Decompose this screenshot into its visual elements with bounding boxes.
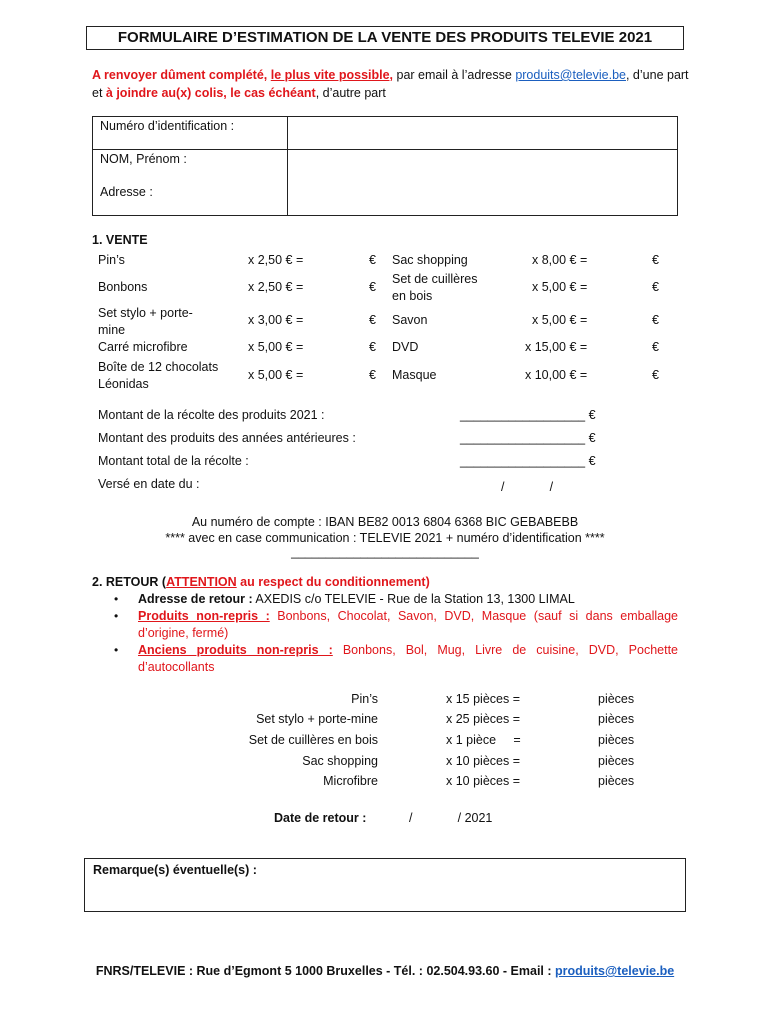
intro-paragraph [92,66,692,102]
retour-heading [92,575,430,589]
vente-item-price: x 15,00 € = [525,340,588,354]
remark-box[interactable] [84,858,686,912]
vente-item-price: x 5,00 € = [248,340,304,354]
bullet-text: Bonbons, Bol, Mug, Livre de cuisine, DVD, Pochette d’autocollants [138,643,678,674]
remark-label: Remarque(s) éventuelle(s) : [93,863,257,877]
vente-item-name: Boîte de 12 chocolats Léonidas [98,360,219,391]
total-field[interactable]: __________________ € [460,431,596,445]
vente-heading: 1. VENTE [92,233,148,247]
vente-item-unit: € [652,253,659,267]
vente-item-name: Bonbons [98,280,148,294]
date-retour-label: Date de retour : [274,811,367,825]
vente-item-unit: € [652,280,659,294]
vente-item-price: x 3,00 € = [248,313,304,327]
bullet-icon: • [114,643,119,657]
name-address-field[interactable] [289,151,677,215]
vente-item-unit: € [652,313,659,327]
retour-heading-part-1: 2. RETOUR ( [92,575,167,589]
total-label: Montant de la récolte des produits 2021 : [98,408,325,422]
date-versement-field[interactable]: / / [501,480,554,494]
bullet-icon: • [114,592,119,606]
vente-item-name: Savon [392,313,428,327]
address-label: Adresse : [100,185,153,199]
bullet-label: Anciens produits non-repris : [138,643,333,657]
id-field[interactable] [289,118,677,148]
footer-email-link[interactable]: produits@televie.be [555,964,675,978]
vente-item-price: x 2,50 € = [248,280,304,294]
identification-table [92,116,678,216]
retour-item-unit: pièces [598,692,635,706]
vente-item-name: Carré microfibre [98,340,188,354]
bullet-text: Bonbons, Chocolat, Savon, DVD, Masque (sauf si dans emballage d’origine, fermé) [138,609,678,640]
vente-item-price: x 8,00 € = [532,253,588,267]
vente-item-name: Masque [392,368,437,382]
retour-item-unit: pièces [598,712,635,726]
vente-item-unit: € [369,340,376,354]
total-field[interactable]: __________________ € [460,454,596,468]
footer-text: FNRS/TELEVIE : Rue d’Egmont 5 1000 Bruxelles - Tél. : 02.504.93.60 - Email : [95,964,555,978]
retour-item-name: Pin’s [351,692,378,706]
intro-part-4: , d’une part et [92,68,689,100]
footer [0,964,770,978]
communication-line: **** avec en case communication : TELEVIE 2021 + numéro d’identification **** [165,531,605,545]
separator-line: ___________________________ [291,545,479,559]
retour-item-unit: pièces [598,733,635,747]
vente-item-price: x 5,00 € = [532,280,588,294]
retour-item-qty: x 15 pièces = [446,692,521,706]
bullet-label: Adresse de retour : [138,592,253,606]
intro-part-1: A renvoyer dûment complété, [92,68,268,82]
retour-address [138,591,678,608]
bullet-label: Produits non-repris : [138,609,270,623]
retour-heading-part-3: au respect du conditionnement) [236,575,430,589]
vente-item-name: Set de cuillères en bois [392,272,478,303]
vente-item-price: x 10,00 € = [525,368,588,382]
retour-attention: ATTENTION [166,575,237,589]
vente-item-name: Set stylo + porte-mine [98,306,193,337]
retour-item-qty: x 10 pièces = [446,774,521,788]
retour-item-unit: pièces [598,754,635,768]
vente-item-unit: € [652,340,659,354]
retour-item-qty: x 1 pièce = [446,733,521,747]
name-label: NOM, Prénom : [100,152,187,166]
bullet-text: AXEDIS c/o TELEVIE - Rue de la Station 13, 1300 LIMAL [252,592,575,606]
vente-item-unit: € [369,253,376,267]
total-label: Montant des produits des années antérieures : [98,431,356,445]
intro-email-link[interactable]: produits@televie.be [515,68,626,82]
date-versement-label: Versé en date du : [98,477,200,491]
vente-item-unit: € [652,368,659,382]
intro-part-5: à joindre au(x) colis, le cas échéant [105,86,316,100]
page-title: FORMULAIRE D’ESTIMATION DE LA VENTE DES PRODUITS TELEVIE 2021 [86,26,684,50]
retour-item-qty: x 10 pièces = [446,754,521,768]
vente-item-name: Pin’s [98,253,125,267]
retour-produits-non-repris [138,608,678,642]
bullet-icon: • [114,609,119,623]
retour-item-qty: x 25 pièces = [446,712,521,726]
retour-anciens-produits [138,642,678,676]
retour-item-name: Microfibre [323,774,378,788]
vente-item-name: DVD [392,340,419,354]
vente-item-unit: € [369,368,376,382]
intro-part-6: , d’autre part [315,86,386,100]
intro-part-2: le plus vite possible, [270,68,394,82]
date-retour-field[interactable]: / / 2021 [409,811,493,825]
total-field[interactable]: __________________ € [460,408,596,422]
retour-item-unit: pièces [598,774,635,788]
id-label: Numéro d’identification : [100,119,235,133]
vente-item-unit: € [369,313,376,327]
vente-item-price: x 5,00 € = [532,313,588,327]
vente-item-price: x 5,00 € = [248,368,304,382]
vente-item-name: Sac shopping [392,253,468,267]
vente-item-price: x 2,50 € = [248,253,304,267]
total-label: Montant total de la récolte : [98,454,249,468]
retour-item-name: Set stylo + porte-mine [256,712,378,726]
intro-part-3: par email à l’adresse [393,68,516,82]
account-line: Au numéro de compte : IBAN BE82 0013 6804 6368 BIC GEBABEBB [191,515,579,529]
vente-item-unit: € [369,280,376,294]
retour-item-name: Set de cuillères en bois [248,733,378,747]
retour-item-name: Sac shopping [302,754,378,768]
